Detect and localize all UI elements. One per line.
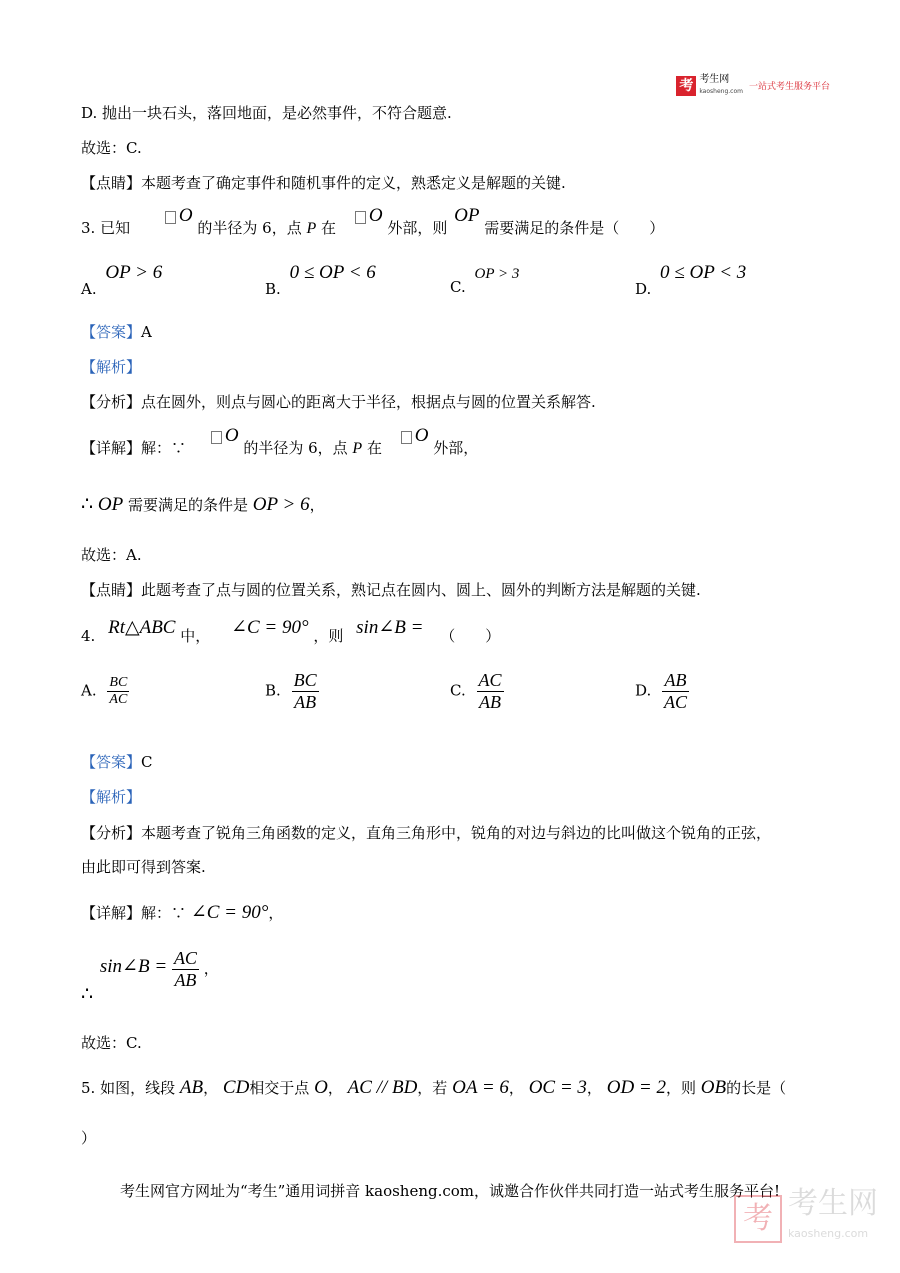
q3-fenxi: 【分析】点在圆外，则点与圆心的距离大于半径，根据点与圆的位置关系解答. [81,393,596,411]
q2-tip: 【点睛】本题考查了确定事件和随机事件的定义，熟悉定义是解题的关键. [81,174,566,192]
watermark-logo: 考 考生网 kaosheng.com [734,1189,878,1249]
q3-stem: 3. 已知 O 的半径为 6，点 P 在 O 外部，则 OP 需要满足的条件是（ ） [81,205,665,237]
q2-choose: 故选：C. [81,139,142,157]
q4-option-b: B. $\frac{BC}{AB}$ [265,670,317,712]
q3-analysis-heading: 【解析】 [81,358,142,376]
q4-analysis-heading: 【解析】 [81,788,142,806]
q2-option-d: D. 抛出一块石头，落回地面，是必然事件，不符合题意. [81,104,452,122]
q3-option-b: B. 0 ≤ OP < 6 [265,262,376,298]
q3-tip: 【点睛】此题考查了点与圆的位置关系，熟记点在圆内、圆上、圆外的判断方法是解题的关键. [81,581,701,599]
q4-option-a: A. $\frac{BC}{AC}$ [81,675,128,707]
q3-choose: 故选：A. [81,546,142,564]
q3-option-a: A. OP > 6 [81,262,163,298]
circle-symbol-icon [165,211,176,224]
circle-symbol-icon [401,431,412,444]
q3-option-d: D. 0 ≤ OP < 3 [635,262,747,298]
q4-fenxi: 【分析】本题考查了锐角三角函数的定义，直角三角形中，锐角的对边与斜边的比叫做这个锐角的正弦， [81,824,772,842]
circle-symbol-icon [211,431,222,444]
q3-option-c: C. OP > 3 [450,266,520,296]
page-footer: 考生网官方网址为“考生”通用词拼音 kaosheng.com，诚邀合作伙伴共同打造一站式考生服务平台! [119,1182,781,1200]
header-logo [676,74,830,97]
q3-answer: 【答案】A [81,323,152,341]
q4-xiangjie: 【详解】解：∵ ∠C = 90°， [81,902,284,923]
q4-stem: 4. Rt△ABC 中， ∠C = 90° ，则 sin∠B = （ ） [81,617,501,645]
q4-fenxi-cont: 由此即可得到答案. [81,858,206,876]
watermark-icon: 考 [734,1195,782,1243]
q4-option-d: D. $\frac{AB}{AC}$ [635,670,688,712]
logo-slogan: 一站式考生服务平台 [748,82,830,92]
q5-stem: 5. 如图，线段 AB， CD相交于点 O， AC // BD，若 OA = 6， OC = 3， OD = 2，则 OB的长是（ [81,1077,787,1098]
q4-conclusion: ∴ sin∠B = $\frac{AC}{AB}$ ， [81,948,219,1005]
q5-stem-close: ） [81,1129,97,1147]
circle-symbol-icon [355,211,366,224]
q4-choose: 故选：C. [81,1034,142,1052]
q4-option-c: C. $\frac{AC}{AB}$ [450,670,502,712]
logo-name: 考生网 kaosheng.com [699,74,743,95]
q4-answer: 【答案】C [81,753,153,771]
q3-xiangjie: 【详解】解：∵ O 的半径为 6，点 P 在 O 外部， [81,425,479,457]
logo-icon: 考 [676,76,696,96]
q3-conclusion: ∴ OP 需要满足的条件是 OP > 6， [81,494,325,515]
